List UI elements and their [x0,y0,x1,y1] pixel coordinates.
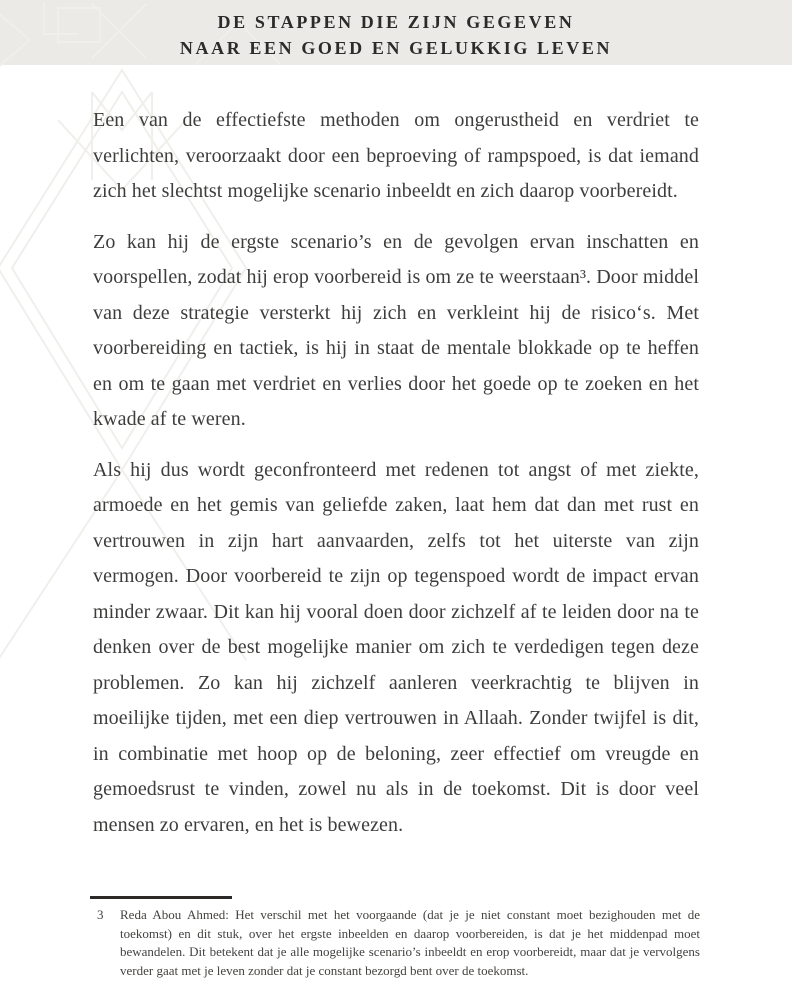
footnote-marker: 3 [97,907,104,922]
footnote-area [90,896,700,980]
footnote [90,906,700,980]
footnote-divider-rule [90,896,232,899]
body-paragraph-1: Een van de effectiefste methoden om ongerustheid en verdriet te verlichten, veroorzaakt door een beproeving of rampspoed, is dat iemand zich het slechtst mogelijke scenario inbeeldt en zich daarop voorbereidt. [93,109,699,202]
chapter-title-line-2: NAAR EEN GOED EN GELUKKIG LEVEN [179,38,613,58]
chapter-title-line-1: DE STAPPEN DIE ZIJN GEGEVEN [217,12,575,32]
page-body [93,65,699,858]
body-paragraph-2: Zo kan hij de ergste scenario’s en de gevolgen ervan inschatten en voorspellen, zodat hij erop voorbereid is om ze te weerstaan³. Door middel van deze strategie versterkt hij zich en verkleint hij de risico‘s. Met voorbereiding en tactiek, is hij in staat de mentale blokkade op te heffen en om te gaan met verdriet en verlies door het goede op te zoeken en het kwade af te weren. [93,230,699,430]
body-paragraph-3: Als hij dus wordt geconfronteerd met redenen tot angst of met ziekte, armoede en het gemis van geliefde zaken, laat hem dat dan met rust en vertrouwen in zijn hart aanvaarden, zelfs tot het uiterste van zijn vermogen. Door voorbereid te zijn op tegenspoed wordt de impact ervan minder zwaar. Dit kan hij vooral doen door zichzelf af te leiden door na te denken over de best mogelijke manier om zich te verdedigen tegen deze problemen. Zo kan hij zichzelf aanleren veerkrachtig te blijven in moeilijke tijden, met een diep vertrouwen in Allaah. Zonder twijfel is dit, in combinatie met hoop op de beloning, zeer effectief om vreugde en gemoedsrust te vinden, zowel nu als in de toekomst. Dit is door veel mensen zo ervaren, en het is bewezen. [93,458,699,836]
chapter-header [0,0,792,61]
footnote-text: Reda Abou Ahmed: Het verschil met het voorgaande (dat je je niet constant moet bezighouden met de toekomst) en dit stuk, over het ergste inbeelden en daarop voorbereiden, is dat je het middenpad moet bewandelen. Dit betekent dat je alle mogelijke scenario’s inbeeldt en erop voorbereidt, maar dat je vervolgens verder gaat met je leven zonder dat je constant bezorgd bent over de toekomst. [120,907,700,978]
